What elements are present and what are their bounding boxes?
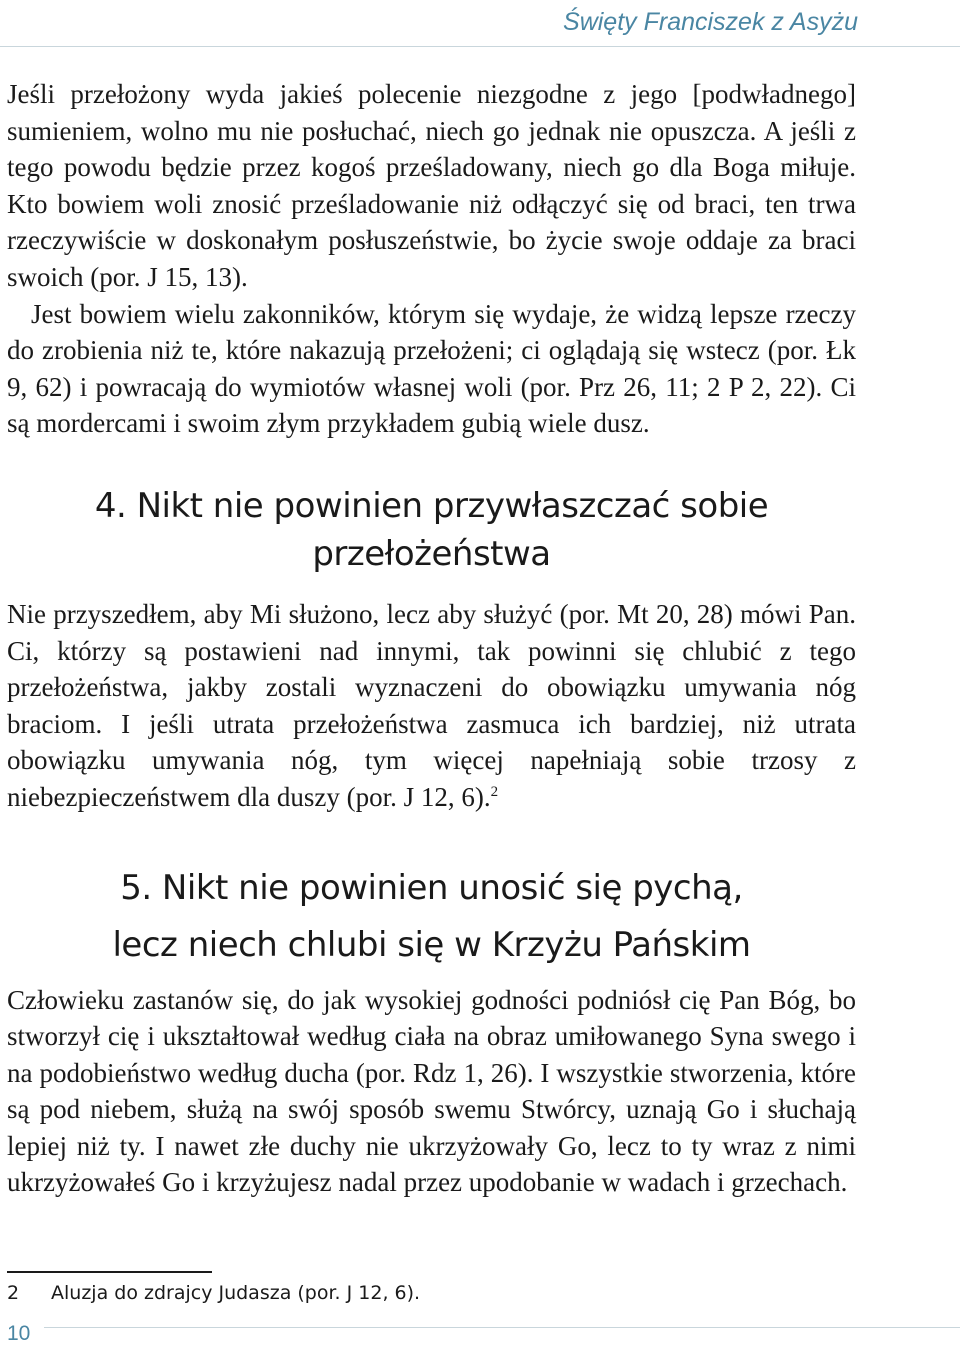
section-5-title-line-1: 5. Nikt nie powinien unosić się pychą, <box>120 867 743 908</box>
paragraph-2: Jest bowiem wielu zakonników, którym się wydaje, że widzą lepsze rzeczy do zrobienia niż te, które nakazują przełożeni; ci oglądają się wstecz (por. Łk 9, 62) i powracają do wymiotów własnej woli (por. Prz 26, 11; 2 P 2, 22). Ci są mordercami i swoim złym przykładem gubią wiele dusz. <box>7 298 856 439</box>
page-number: 10 <box>7 1322 31 1345</box>
header-rule <box>0 46 960 47</box>
footnote <box>7 1282 420 1304</box>
section-5 <box>7 860 856 1202</box>
footnote-reference[interactable]: 2 <box>490 783 499 800</box>
section-4-body <box>7 596 856 816</box>
section-5-title-line-2: lecz niech chlubi się w Krzyżu Pańskim <box>112 924 751 965</box>
footnote-rule <box>7 1271 212 1273</box>
section-5-title <box>7 860 856 974</box>
footnote-number: 2 <box>7 1282 20 1304</box>
running-header: Święty Franciszek z Asyżu <box>563 8 858 36</box>
section-5-body: Człowieku zastanów się, do jak wysokiej godności podniósł cię Pan Bóg, bo stworzył cię i ukształtował według ciała na obraz umiłowanego Syna swego i na podobieństwo według ducha (por. Rdz 1, 26). I wszystkie stworzenia, które są pod niebem, służą na swój sposób swemu Stwórcy, uznają Go i słuchają lepiej niż ty. I nawet złe duchy nie ukrzyżowały Go, lecz to ty wraz z nimi ukrzyżowałeś Go i krzyżujesz nadal przez upodobanie w wadach i grzechach. <box>7 984 856 1198</box>
section-4 <box>7 482 856 816</box>
section-4-title-line-1: 4. Nikt nie powinien przywłaszczać sobie <box>94 485 769 526</box>
page-bottom-rule <box>44 1327 960 1328</box>
footnote-text: Aluzja do zdrajcy Judasza (por. J 12, 6). <box>51 1282 421 1304</box>
page-content <box>7 76 856 1201</box>
section-4-body-text: Nie przyszedłem, aby Mi służono, lecz aby służyć (por. Mt 20, 28) mówi Pan. Ci, którzy są postawieni nad innymi, tak powinni się chlubić z tego przełożeństwa, jakby zostali wyznaczeni do obowiązku umywania nóg braciom. I jeśli utrata przełożeństwa zasmuca ich bardziej, niż utrata obowiązku umywania nóg, tym więcej napełniają sobie trzosy z niebezpieczeństwem dla duszy (por. J 12, 6). <box>7 598 856 812</box>
section-4-title-line-2: przełożeństwa <box>312 533 551 574</box>
section-4-title <box>7 482 856 578</box>
paragraph-1: Jeśli przełożony wyda jakieś polecenie niezgodne z jego [podwładnego] sumieniem, wolno mu nie posłuchać, niech go jednak nie opuszcza. A jeśli z tego powodu będzie przez kogoś prześladowany, niech go dla Boga miłuje. Kto bowiem woli znosić prześladowanie niż odłączyć się od braci, ten trwa rzeczywiście w doskonałym posłuszeństwie, bo życie swoje oddaje za braci swoich (por. J 15, 13). <box>7 79 856 292</box>
